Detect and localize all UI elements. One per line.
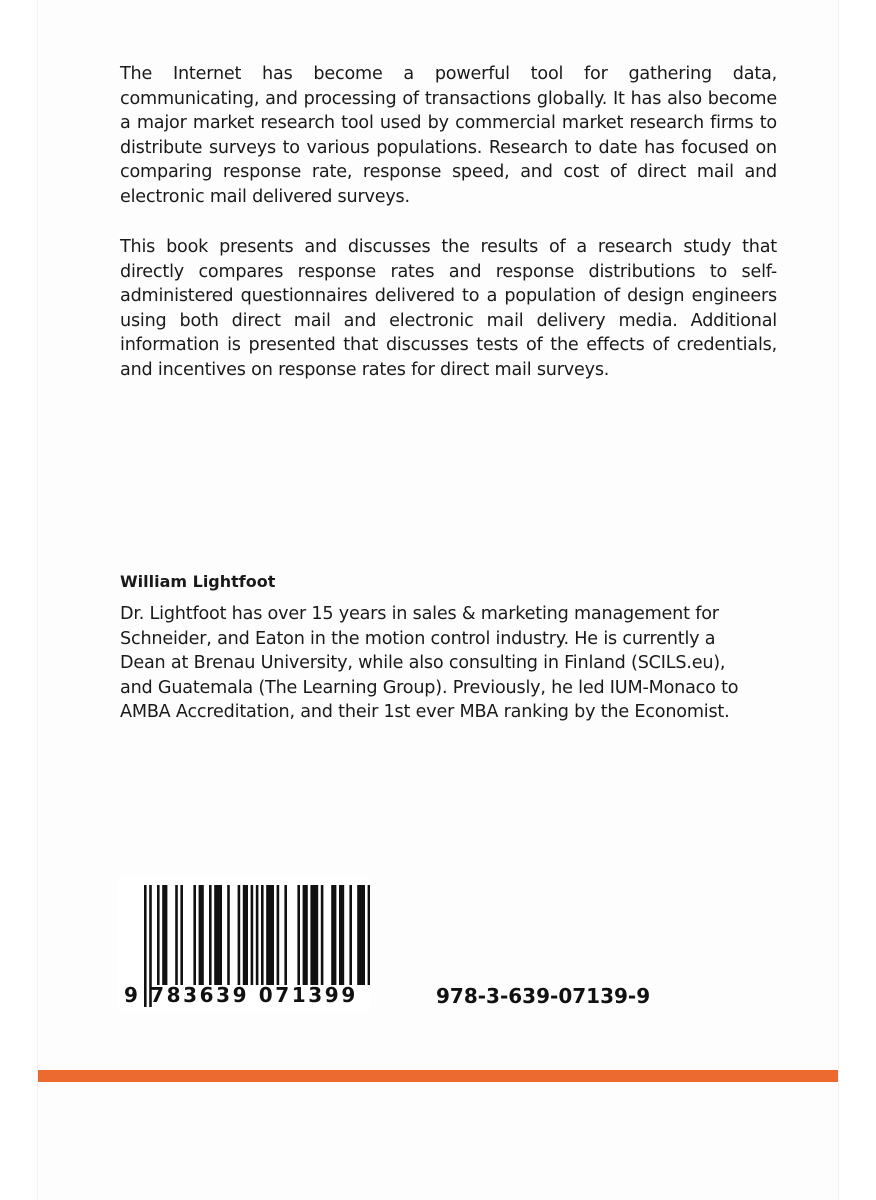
author-bio: Dr. Lightfoot has over 15 years in sales & marketing management for Schneider, and Eaton in the motion control industry. He is currently a Dean at Brenau University, while also consulting in Finland (SCILS.eu), and Guatemala (The Learning Group). Previously, he led IUM-Monaco to AMBA Accreditation, and their 1st ever MBA ranking by the Economist. [120,604,739,723]
barcode-bar [261,885,264,985]
author-name: William Lightfoot [120,572,276,591]
barcode-bar [227,885,230,985]
barcode-bar [162,885,167,985]
barcode-bar [310,885,318,985]
blurb-paragraph-1: The Internet has become a powerful tool for gathering data, communicating, and processing of transactions globally. It has also become a major market research tool used by commercial market research firms to distribute surveys to various populations. Research to date has focused on comparing response rate, response speed, and cost of direct mail and electronic mail delivered surveys. [120,64,777,207]
barcode-bar [303,885,308,985]
barcode-bar [368,885,370,985]
barcode-bar [357,885,365,985]
barcode-bar [209,885,212,985]
barcode-bar [243,885,248,985]
accent-stripe [38,1070,838,1082]
barcode-bar [266,885,274,985]
barcode-bar [175,885,178,985]
barcode-bar [199,885,204,985]
barcode-bar [256,885,259,985]
barcode [118,877,370,1011]
barcode-bar [321,885,324,985]
barcode-bar [238,885,241,985]
barcode-bar [349,885,352,985]
barcode-digits: 9 783639 071399 [124,983,358,1007]
barcode-bar [339,885,344,985]
barcode-bar [157,885,160,985]
barcode-bar [277,885,280,985]
barcode-bar [331,885,336,985]
barcode-bar [297,885,300,985]
barcode-bar [214,885,222,985]
barcode-bar [284,885,287,985]
barcode-bar [251,885,254,985]
barcode-bar [193,885,196,985]
barcode-bar [180,885,183,985]
blurb-paragraph-2: This book presents and discusses the results of a research study that directly compares response rates and response distributions to self-administered questionnaires delivered to a population of design engineers using both direct mail and electronic mail delivery media. Additional information is presented that discusses tests of the effects of credentials, and incentives on response rates for direct mail surveys. [120,237,777,380]
isbn-number: 978-3-639-07139-9 [436,984,651,1008]
